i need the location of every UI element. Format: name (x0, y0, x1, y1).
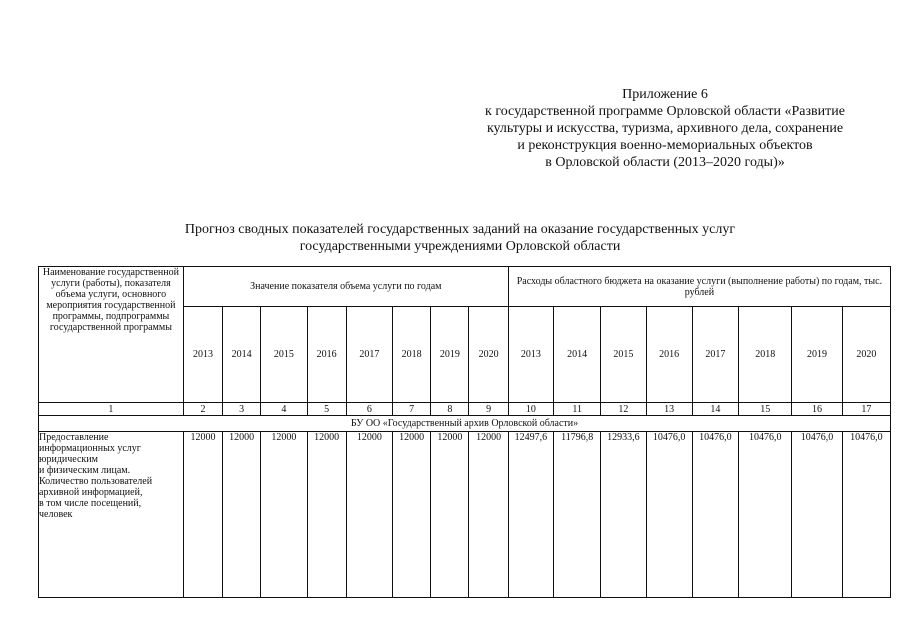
budget-value: 11796,8 (554, 432, 601, 598)
appendix-line: к государственной программе Орловской области «Развитие (485, 104, 845, 119)
volume-value: 12000 (469, 432, 508, 598)
year-header: 2014 (554, 307, 601, 403)
service-line: Предоставление (39, 432, 109, 443)
year-header: 2015 (601, 307, 646, 403)
budget-value: 10476,0 (739, 432, 792, 598)
column-number: 13 (646, 403, 692, 416)
service-line: в том числе посещений, (39, 498, 142, 509)
appendix-line: культуры и искусства, туризма, архивного дела, сохранение (486, 121, 844, 136)
year-header: 2013 (183, 307, 222, 403)
appendix-block (440, 86, 890, 171)
column-number: 2 (183, 403, 222, 416)
appendix-line: и реконструкция военно-мемориальных объектов (517, 138, 813, 153)
year-header: 2014 (223, 307, 261, 403)
column-number: 11 (554, 403, 601, 416)
year-header: 2019 (431, 307, 469, 403)
budget-value: 10476,0 (692, 432, 738, 598)
volume-value: 12000 (307, 432, 346, 598)
column-number: 15 (739, 403, 792, 416)
year-header: 2020 (842, 307, 890, 403)
budget-value: 12497,6 (508, 432, 553, 598)
service-line: архивной информацией, (39, 487, 143, 498)
volume-value: 12000 (346, 432, 392, 598)
column-number: 9 (469, 403, 508, 416)
year-header: 2018 (393, 307, 431, 403)
column-number: 1 (39, 403, 184, 416)
appendix-line: Приложение 6 (622, 87, 708, 102)
year-header: 2020 (469, 307, 508, 403)
column-number: 14 (692, 403, 738, 416)
title-line: государственными учреждениями Орловской области (299, 239, 621, 254)
service-name-header: Наименование государственной услуги (работы), показателя объема услуги, основного мероприятия государственной программы, подпрограммы государственной программы (39, 267, 184, 403)
indicators-table (38, 266, 891, 598)
organization-row: БУ ОО «Государственный архив Орловской области» (39, 416, 891, 432)
year-header: 2019 (792, 307, 842, 403)
year-header: 2018 (739, 307, 792, 403)
year-header: 2017 (692, 307, 738, 403)
column-number: 4 (261, 403, 307, 416)
year-header: 2016 (307, 307, 346, 403)
appendix-line: в Орловской области (2013–2020 годы)» (545, 155, 785, 170)
volume-header: Значение показателя объема услуги по годам (183, 267, 508, 307)
service-line: и физическим лицам. (39, 465, 131, 476)
column-number: 3 (223, 403, 261, 416)
column-number: 17 (842, 403, 890, 416)
budget-value: 10476,0 (646, 432, 692, 598)
budget-value: 10476,0 (842, 432, 890, 598)
column-number: 12 (601, 403, 646, 416)
volume-value: 12000 (431, 432, 469, 598)
service-line: информационных услуг (39, 443, 141, 454)
column-number: 5 (307, 403, 346, 416)
year-header: 2013 (508, 307, 553, 403)
budget-header: Расходы областного бюджета на оказание услуги (выполнение работы) по годам, тыс. рублей (508, 267, 890, 307)
document-title (100, 221, 820, 255)
year-header: 2015 (261, 307, 307, 403)
volume-value: 12000 (261, 432, 307, 598)
column-number: 7 (393, 403, 431, 416)
budget-value: 12933,6 (601, 432, 646, 598)
volume-value: 12000 (223, 432, 261, 598)
service-line: юридическим (39, 454, 98, 465)
year-header: 2017 (346, 307, 392, 403)
budget-value: 10476,0 (792, 432, 842, 598)
title-line: Прогноз сводных показателей государственных заданий на оказание государственных услуг (184, 222, 736, 237)
column-number: 10 (508, 403, 553, 416)
column-number: 8 (431, 403, 469, 416)
service-line: Количество пользователей (39, 476, 153, 487)
service-line: человек (39, 509, 73, 520)
table-row (39, 432, 891, 598)
column-number: 16 (792, 403, 842, 416)
volume-value: 12000 (393, 432, 431, 598)
column-number-row (39, 403, 891, 416)
service-description (39, 432, 184, 598)
column-number: 6 (346, 403, 392, 416)
year-header: 2016 (646, 307, 692, 403)
volume-value: 12000 (183, 432, 222, 598)
